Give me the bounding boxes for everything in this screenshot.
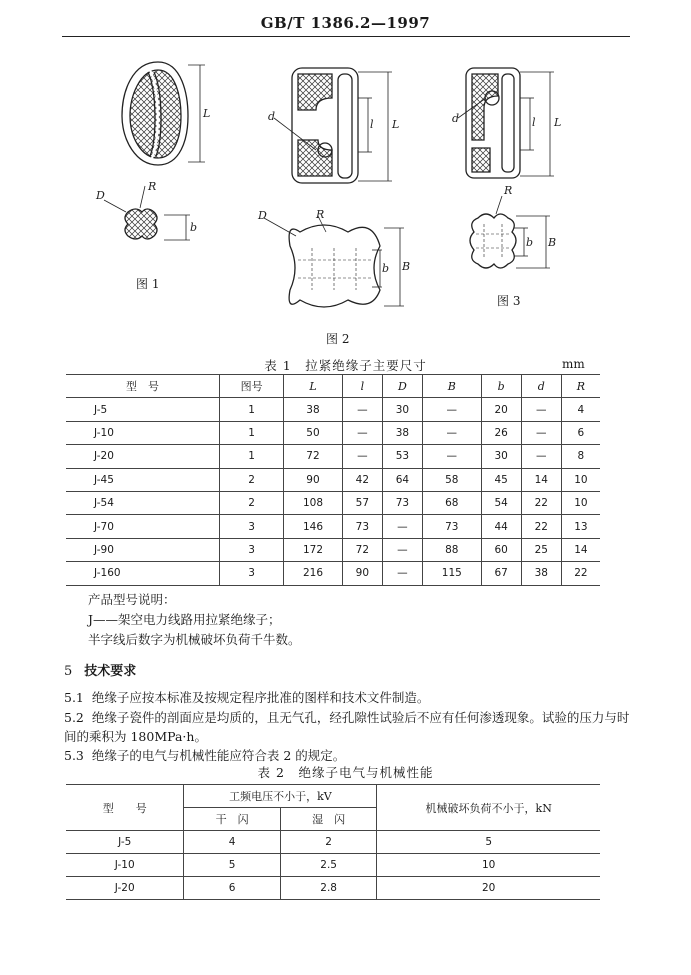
fig1-dim-b: b	[190, 221, 198, 234]
table-1-cell: 67	[481, 562, 521, 585]
table-1-cell: 14	[561, 538, 600, 561]
table-2-cell: J-5	[66, 831, 184, 854]
table-1-cell: 115	[422, 562, 481, 585]
table-1-cell: 30	[481, 445, 521, 468]
table-1-cell: 73	[342, 515, 382, 538]
table-1-row	[66, 398, 600, 421]
table-1-cell: J-10	[66, 421, 220, 444]
table-1-cell: 60	[481, 538, 521, 561]
table-1-cell: —	[422, 445, 481, 468]
table-1-cell: 2	[220, 491, 284, 514]
table-1-dimensions	[66, 374, 600, 586]
insulator-drawings	[0, 0, 691, 350]
table-1-cell: —	[422, 421, 481, 444]
t2-header-dry: 干 闪	[184, 808, 280, 831]
table-1-cell: 50	[284, 421, 343, 444]
table-2-cell: J-20	[66, 877, 184, 900]
table-2-cell: 2.5	[280, 854, 376, 877]
table-2-performance	[66, 784, 600, 900]
table-1-cell: 2	[220, 468, 284, 491]
clause-5-1	[64, 688, 630, 707]
clause-5-3-text: 绝缘子的电气与机械性能应符合表 2 的规定。	[91, 748, 346, 763]
table-1-cell: 8	[561, 445, 600, 468]
fig2-dim-R: R	[316, 208, 325, 221]
table-1-cell: 38	[284, 398, 343, 421]
table-1-cell: 10	[561, 491, 600, 514]
table-1-cell: —	[342, 445, 382, 468]
table-1-cell: —	[521, 421, 561, 444]
figure-1-section	[104, 186, 190, 240]
figure-1-label: 图 1	[136, 277, 160, 291]
fig2-dim-b: b	[382, 262, 390, 275]
table-1-cell: J-5	[66, 398, 220, 421]
table-1-cell: —	[422, 398, 481, 421]
table-1-cell: 22	[521, 491, 561, 514]
clause-5-2-number: 5.2	[64, 710, 84, 725]
clause-5-2-text: 绝缘子瓷件的剖面应是均质的，且无气孔，经孔隙性试验后不应有任何渗透现象。试验的压力与时间的乘积为 180MPa·h。	[64, 710, 630, 744]
table-1-cell: 42	[342, 468, 382, 491]
document-header: GB/T 1386.2—1997	[260, 14, 431, 32]
table-1-cell: 172	[284, 538, 343, 561]
fig3-dim-R: R	[504, 184, 513, 197]
table-1-cell: 64	[382, 468, 422, 491]
t1-header-D: D	[382, 375, 422, 398]
table-2-cell: J-10	[66, 854, 184, 877]
table-1-cell: —	[521, 445, 561, 468]
table-1-cell: 10	[561, 468, 600, 491]
fig1-dim-R: R	[148, 180, 157, 193]
table-1-cell: 58	[422, 468, 481, 491]
figure-3-section	[470, 196, 550, 268]
table-2-row	[66, 854, 600, 877]
fig2-dim-l: l	[370, 118, 374, 131]
table-1-cell: 22	[521, 515, 561, 538]
section-5-number: 5	[64, 664, 73, 679]
table-1-cell: 4	[561, 398, 600, 421]
table-1-row	[66, 468, 600, 491]
table-2-cell: 2.8	[280, 877, 376, 900]
model-note-line-2: 半字线后数字为机械破坏负荷千牛数。	[88, 632, 301, 647]
table-1-cell: 3	[220, 562, 284, 585]
t1-header-figure: 图号	[220, 375, 284, 398]
model-note-title: 产品型号说明：	[88, 592, 176, 607]
figure-2-label: 图 2	[326, 332, 350, 346]
table-1-cell: J-70	[66, 515, 220, 538]
t1-header-L: L	[284, 375, 343, 398]
table-1-cell: —	[342, 398, 382, 421]
table-1-cell: 1	[220, 445, 284, 468]
table-1-cell: 25	[521, 538, 561, 561]
table-1-row	[66, 562, 600, 585]
table-2-cell: 6	[184, 877, 280, 900]
table-2-cell: 4	[184, 831, 280, 854]
table-1-cell: 57	[342, 491, 382, 514]
fig3-dim-l: l	[532, 116, 536, 129]
t2-header-load: 机械破坏负荷不小于，kN	[377, 785, 600, 831]
table-1-row	[66, 445, 600, 468]
table-1-cell: 54	[481, 491, 521, 514]
clause-5-2	[64, 708, 630, 746]
table-1-cell: 216	[284, 562, 343, 585]
table-2-caption: 表 2 绝缘子电气与机械性能	[257, 765, 434, 780]
table-1-caption: 表 1 拉紧绝缘子主要尺寸	[264, 358, 427, 373]
t1-header-d: d	[521, 375, 561, 398]
table-2-cell: 5	[377, 831, 600, 854]
table-1-cell: 72	[284, 445, 343, 468]
table-1-cell: 38	[521, 562, 561, 585]
table-1-cell: 38	[382, 421, 422, 444]
table-1-cell: 44	[481, 515, 521, 538]
fig2-dim-B: B	[402, 260, 411, 273]
table-1-cell: 53	[382, 445, 422, 468]
t1-header-B: B	[422, 375, 481, 398]
clause-5-3-number: 5.3	[64, 748, 84, 763]
table-1-cell: 1	[220, 398, 284, 421]
fig1-dim-D: D	[96, 189, 105, 202]
table-1-cell: —	[342, 421, 382, 444]
t2-header-wet: 湿 闪	[280, 808, 376, 831]
t2-header-voltage: 工频电压不小于，kV	[184, 785, 377, 808]
table-1-cell: 3	[220, 538, 284, 561]
clause-5-1-text: 绝缘子应按本标准及按规定程序批准的图样和技术文件制造。	[91, 690, 430, 705]
t1-header-model: 型 号	[66, 375, 220, 398]
table-1-cell: J-45	[66, 468, 220, 491]
fig3-dim-d: d	[452, 112, 460, 125]
table-1-cell: 14	[521, 468, 561, 491]
table-2-row	[66, 831, 600, 854]
table-1-cell: 108	[284, 491, 343, 514]
table-2-cell: 5	[184, 854, 280, 877]
table-1-cell: 13	[561, 515, 600, 538]
model-note-line-1: J——架空电力线路用拉紧绝缘子；	[88, 612, 281, 627]
table-2-cell: 20	[377, 877, 600, 900]
fig3-dim-L: L	[554, 116, 562, 129]
figure-3-elevation	[458, 68, 554, 178]
table-1-row	[66, 538, 600, 561]
table-1-cell: J-20	[66, 445, 220, 468]
table-1-row	[66, 515, 600, 538]
fig3-dim-b: b	[526, 236, 534, 249]
table-1-cell: 73	[422, 515, 481, 538]
table-1-cell: 88	[422, 538, 481, 561]
table-1-cell: —	[382, 515, 422, 538]
t1-header-b: b	[481, 375, 521, 398]
table-2-row	[66, 877, 600, 900]
table-1-cell: 90	[284, 468, 343, 491]
fig2-dim-D: D	[258, 209, 267, 222]
table-2-cell: 2	[280, 831, 376, 854]
clause-5-1-number: 5.1	[64, 690, 84, 705]
fig2-dim-L: L	[392, 118, 400, 131]
table-1-cell: J-54	[66, 491, 220, 514]
fig2-dim-d: d	[268, 110, 276, 123]
section-5-title: 技术要求	[84, 664, 137, 679]
table-1-cell: J-90	[66, 538, 220, 561]
section-5-heading	[64, 660, 136, 679]
table-1-cell: 6	[561, 421, 600, 444]
table-1-cell: 3	[220, 515, 284, 538]
table-1-cell: 73	[382, 491, 422, 514]
table-1-cell: J-160	[66, 562, 220, 585]
table-1-row	[66, 421, 600, 444]
figure-3-label: 图 3	[497, 294, 521, 308]
fig3-dim-B: B	[548, 236, 557, 249]
table-1-header-row	[66, 375, 600, 398]
figure-2-elevation	[274, 68, 392, 183]
t2-header-model: 型 号	[66, 785, 184, 831]
table-1-cell: —	[382, 538, 422, 561]
table-2-header-row-1	[66, 785, 600, 808]
figure-1-elevation	[122, 62, 205, 165]
fig1-dim-L: L	[203, 107, 211, 120]
table-1-cell: 146	[284, 515, 343, 538]
table-1-cell: 45	[481, 468, 521, 491]
t1-header-R: R	[561, 375, 600, 398]
table-1-cell: —	[521, 398, 561, 421]
t1-header-l: l	[342, 375, 382, 398]
table-1-cell: 90	[342, 562, 382, 585]
table-1-cell: 30	[382, 398, 422, 421]
table-1-cell: 22	[561, 562, 600, 585]
table-1-cell: —	[382, 562, 422, 585]
table-1-cell: 1	[220, 421, 284, 444]
table-1-row	[66, 491, 600, 514]
table-1-cell: 72	[342, 538, 382, 561]
table-2-cell: 10	[377, 854, 600, 877]
table-1-cell: 20	[481, 398, 521, 421]
table-1-cell: 68	[422, 491, 481, 514]
table-1-cell: 26	[481, 421, 521, 444]
table-1-unit: mm	[562, 357, 585, 371]
